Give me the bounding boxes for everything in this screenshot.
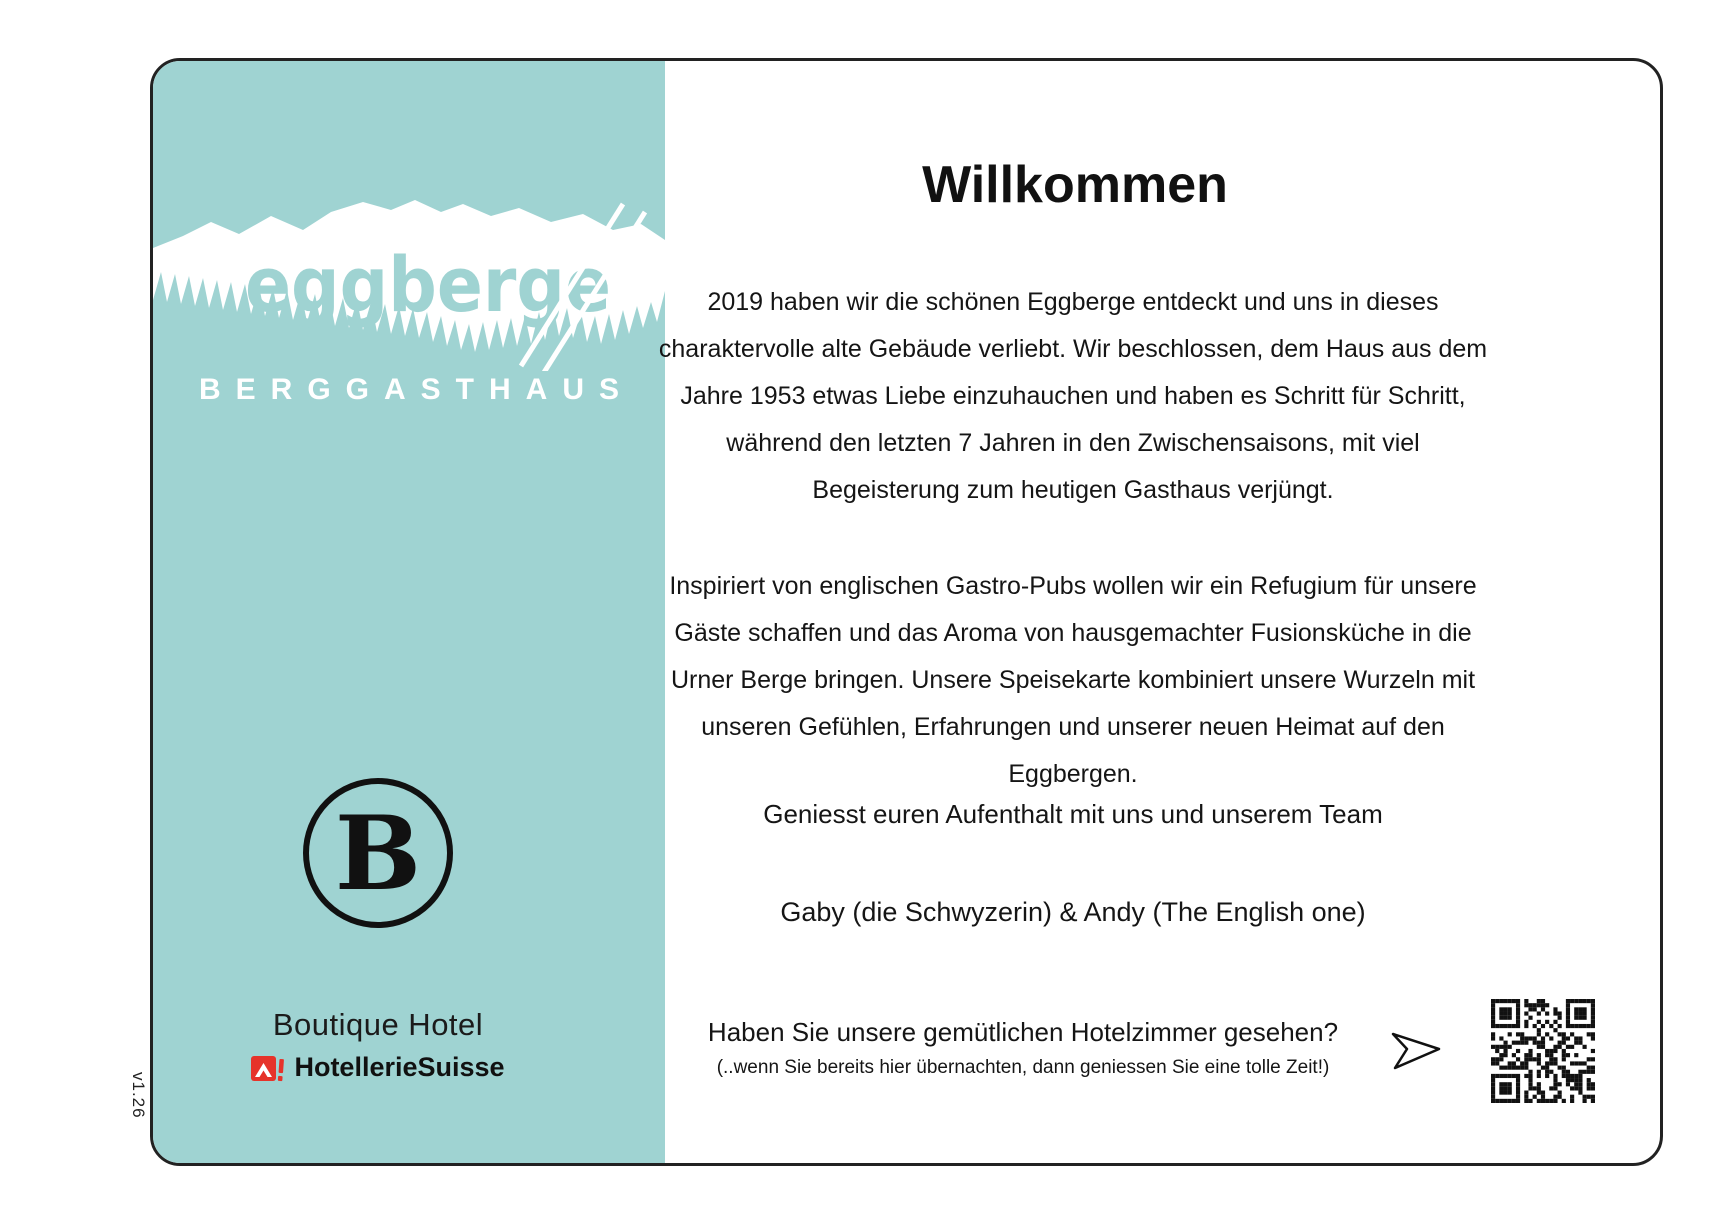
boutique-hotel-label: Boutique Hotel: [272, 1007, 484, 1042]
logo-wordmark: eggberge: [245, 240, 611, 329]
closing-line: Geniesst euren Aufenthalt mit uns und unserem Team: [763, 799, 1383, 829]
svg-text:B: B: [334, 794, 422, 914]
intro-paragraph: 2019 haben wir die schönen Eggberge entdeckt und uns in dieses charaktervolle alte Gebäude verliebt. Wir beschlossen, dem Haus aus dem Jahre 1953 etwas Liebe einzuhauchen und haben es Schritt für Schritt, während den letzten 7 Jahren in den Zwischensaisons, mit viel Begeisterung zum heutigen Gasthaus verjüngt.: [658, 288, 1488, 504]
hotelleriesuisse-row: [153, 1051, 603, 1083]
hotel-promo: [681, 1015, 1365, 1081]
berggasthaus-label: BERGGASTHAUS: [198, 373, 634, 406]
page-title: Willkommen: [922, 156, 1228, 214]
version-label: v1.26: [129, 1072, 148, 1119]
boutique-hotel-b-icon: [302, 777, 454, 929]
arrow-right-icon: [1391, 1027, 1443, 1071]
hotelleriesuisse-label: HotellerieSuisse: [294, 1051, 505, 1082]
signature-line: Gaby (die Schwyzerin) & Andy (The English one): [780, 897, 1366, 927]
eggberge-mountain-logo: [153, 196, 665, 371]
concept-paragraph: Inspiriert von englischen Gastro-Pubs wollen wir ein Refugium für unsere Gäste schaffen und das Aroma von hausgemachter Fusionsküche in die Urner Berge bringen. Unsere Speisekarte kombiniert unsere Wurzeln mit unseren Gefühlen, Erfahrungen und unserer neuen Heimat auf den Eggbergen.: [669, 572, 1477, 788]
hotelleriesuisse-icon: [251, 1051, 285, 1083]
sidebar: [153, 61, 665, 1163]
hotel-note: (..wenn Sie bereits hier übernachten, dann geniessen Sie eine tolle Zeit!): [716, 1057, 1330, 1078]
welcome-card: [150, 58, 1663, 1166]
qr-code[interactable]: [1491, 999, 1595, 1103]
hotel-question: Haben Sie unsere gemütlichen Hotelzimmer gesehen?: [707, 1017, 1339, 1047]
